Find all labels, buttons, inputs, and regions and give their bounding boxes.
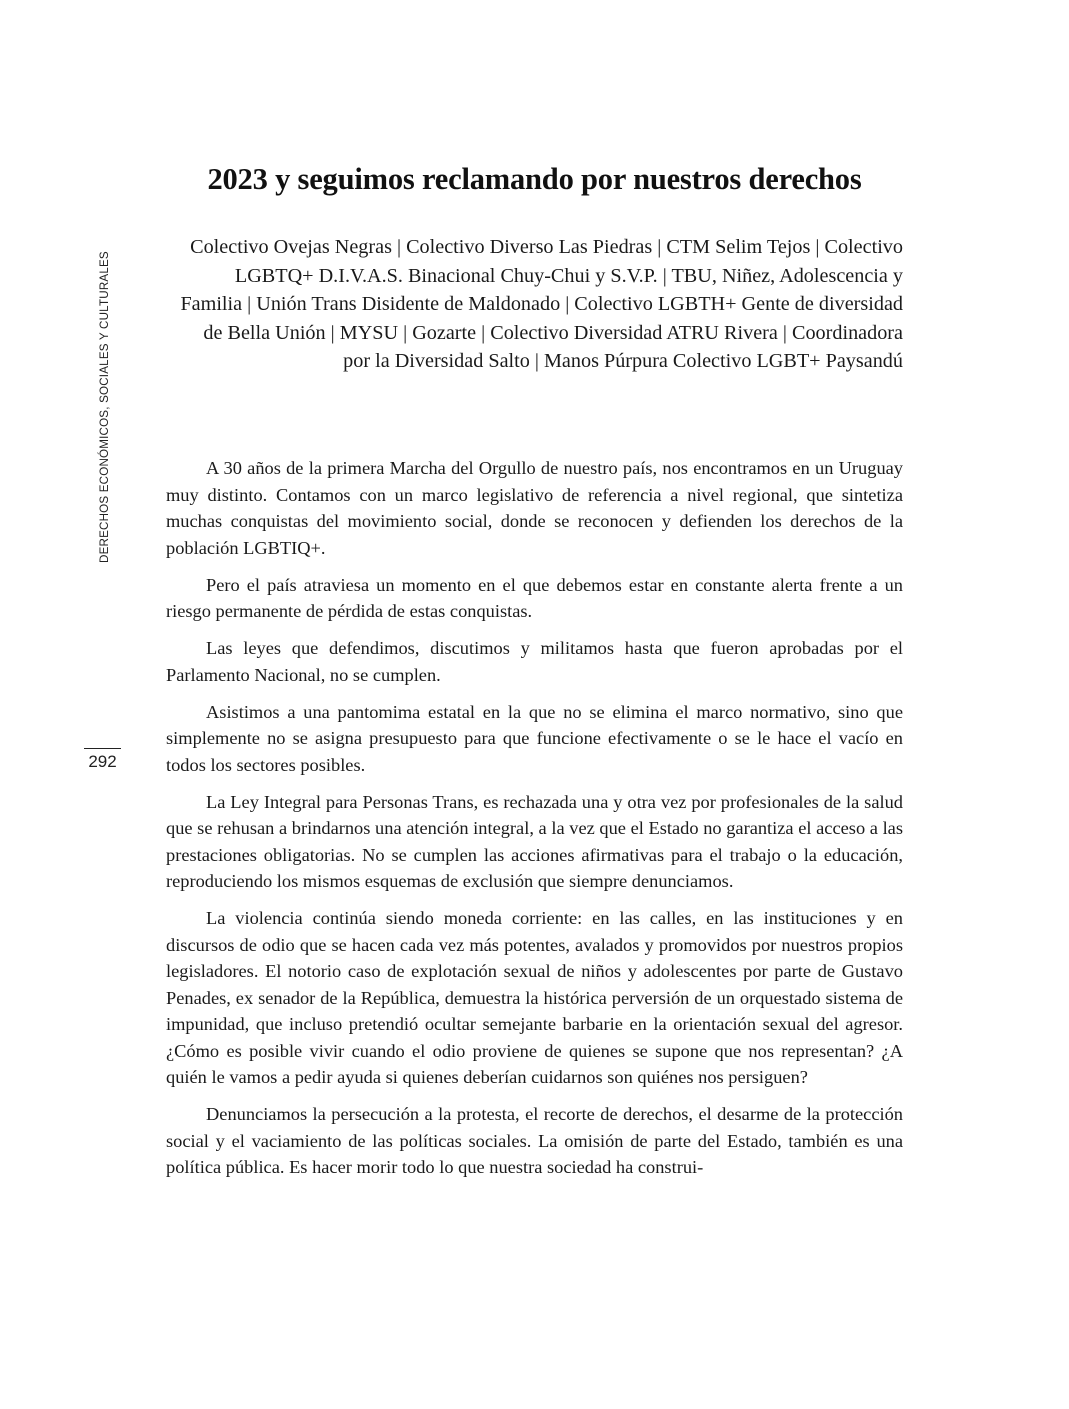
body-paragraph: La Ley Integral para Personas Trans, es rechazada una y otra vez por profesionales de la salud que se rehusan a brindarnos una atención integral, a la vez que el Estado no garantiza el acceso a las prestaciones obligatorias. No se cumplen las acciones afirmativas para el trabajo o la educación, reproduciendo los mismos esquemas de exclusión que siempre denunciamos. xyxy=(166,791,903,891)
body-paragraph: Asistimos a una pantomima estatal en la que no se elimina el marco normativo, sino que simplemente no se asigna presupuesto para que funcione efectivamente o se le hace el vacío en todos los sectores posibles. xyxy=(166,701,903,775)
article-authors: Colectivo Ovejas Negras | Colectivo Diverso Las Piedras | CTM Selim Tejos | Colectivo LGBTQ+ D.I.V.A.S. Binacional Chuy-Chui y S.V.P. | TBU, Niñez, Adolescencia y Familia | Unión Trans Disidente de Maldonado | Colectivo LGBTH+ Gente de diversidad de Bella Unión | MYSU | Gozarte | Colectivo Diversidad ATRU Rivera | Coordinadora por la Diversidad Salto | Manos Púrpura Colectivo LGBT+ Paysandú xyxy=(180,236,903,373)
article-title: 2023 y seguimos reclamando por nuestros derechos xyxy=(207,162,862,196)
body-paragraph: A 30 años de la primera Marcha del Orgullo de nuestro país, nos encontramos en un Uruguay muy distinto. Contamos con un marco legislativo de referencia a nivel regional, que sintetiza muchas conquistas del movimiento social, donde se reconocen y defienden los derechos de la población LGBTIQ+. xyxy=(166,458,903,558)
body-paragraph: La violencia continúa siendo moneda corriente: en las calles, en las instituciones y en discursos de odio que se hacen cada vez más potentes, avalados y promovidos por nuestros propios legisladores. El notorio caso de explotación sexual de niños y adolescentes por parte de Gustavo Penades, ex senador de la República, demuestra la histórica perversión de un orquestado sistema de impunidad, que incluso pretendió ocultar semejante barbarie en la orientación sexual del agresor. ¿Cómo es posible vivir cuando el odio proviene de quienes se supone que nos representan? ¿A quién le vamos a pedir ayuda si quienes deberían cuidarnos son quiénes nos persiguen? xyxy=(166,908,903,1087)
page-number-rule xyxy=(84,748,121,749)
body-paragraph: Denunciamos la persecución a la protesta, el recorte de derechos, el desarme de la protección social y el vaciamiento de las políticas sociales. La omisión de parte del Estado, también es una política pública. Es hacer morir todo lo que nuestra sociedad ha construi- xyxy=(166,1104,903,1177)
body-paragraph: Pero el país atraviesa un momento en el que debemos estar en constante alerta frente a un riesgo permanente de pérdida de estas conquistas. xyxy=(166,574,903,621)
running-header: DERECHOS ECONÓMICOS, SOCIALES Y CULTURALES xyxy=(98,251,111,563)
page-number: 292 xyxy=(88,752,117,771)
article-body xyxy=(166,455,903,1191)
body-paragraph: Las leyes que defendimos, discutimos y militamos hasta que fueron aprobadas por el Parlamento Nacional, no se cumplen. xyxy=(166,638,903,685)
